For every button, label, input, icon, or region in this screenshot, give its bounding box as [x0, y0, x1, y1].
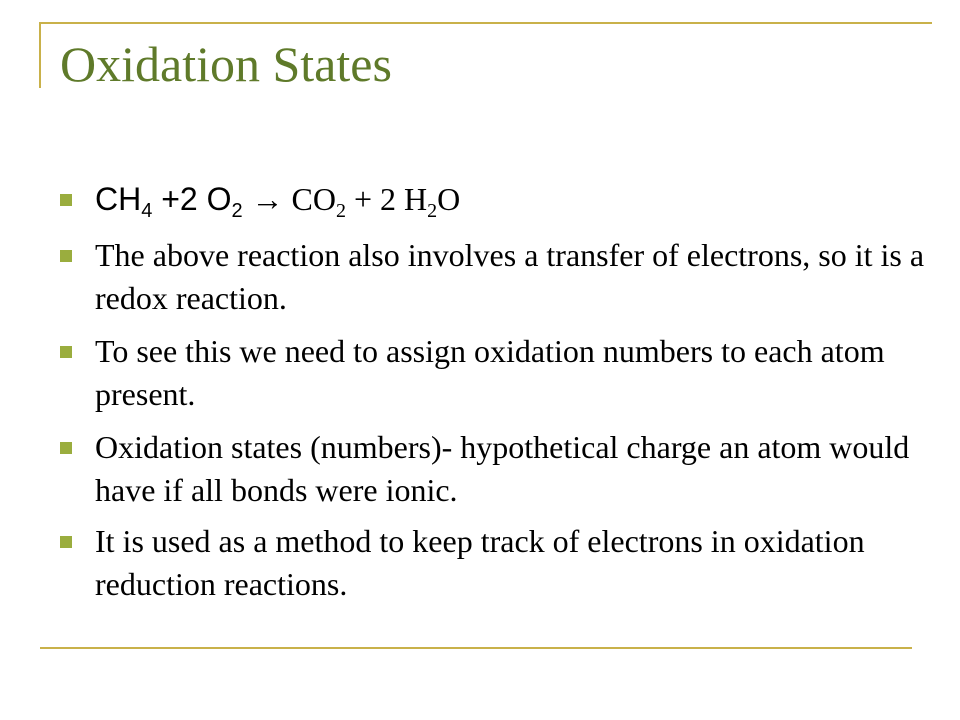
reactant-ch: CH — [95, 181, 142, 217]
reactant-o-subscript: 2 — [231, 200, 243, 222]
bullet-text: To see this we need to assign oxidation numbers to each atom present. — [95, 333, 885, 412]
reactant-ch-subscript: 4 — [141, 200, 153, 222]
product-h-subscript: 2 — [427, 200, 438, 222]
bullet-text: Oxidation states (numbers)- hypothetical charge an atom would have if all bonds were ionic. — [95, 429, 910, 508]
top-rule — [40, 22, 932, 24]
bullet-marker — [60, 442, 72, 454]
bullet-text: It is used as a method to keep track of electrons in oxidation reduction reactions. — [95, 523, 865, 602]
product-co-subscript: 2 — [335, 200, 346, 222]
reaction-arrow: → — [242, 181, 284, 217]
product-co: CO — [291, 181, 336, 217]
bullet-marker — [60, 536, 72, 548]
chemical-equation — [95, 178, 925, 221]
bullet-text: The above reaction also involves a transfer of electrons, so it is a redox reaction. — [95, 237, 925, 316]
product-h: + 2 H — [345, 181, 428, 217]
bullet-marker — [60, 194, 72, 206]
slide-title: Oxidation States — [60, 36, 392, 92]
left-rule — [39, 22, 41, 88]
bottom-rule — [40, 647, 912, 649]
bullet-marker — [60, 346, 72, 358]
bullet-marker — [60, 250, 72, 262]
reactant-o: +2 O — [152, 181, 232, 217]
product-o: O — [437, 181, 461, 217]
